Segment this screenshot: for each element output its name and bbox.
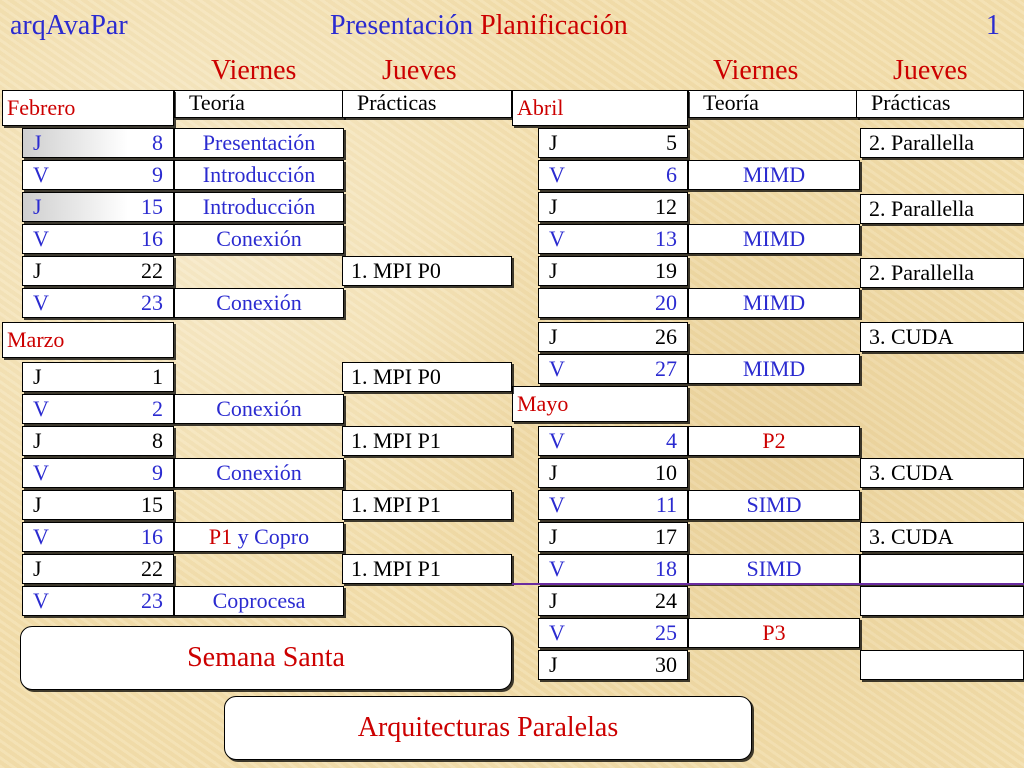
day-letter: J [33, 258, 42, 283]
theory-cell: Presentación [174, 128, 344, 158]
practice-cell: 3. CUDA [860, 322, 1024, 352]
day-letter: V [549, 356, 565, 381]
theory-cell: Conexión [174, 458, 344, 488]
date-cell [538, 322, 688, 352]
left-practicas-header: Prácticas [342, 90, 512, 118]
slide-title [330, 10, 628, 42]
day-letter: J [33, 130, 42, 155]
month-marzo: Marzo [2, 322, 174, 358]
day-number: 22 [141, 258, 163, 283]
date-cell [538, 618, 688, 648]
day-letter: J [549, 258, 558, 283]
day-letter: J [549, 194, 558, 219]
day-letter: V [33, 588, 49, 613]
practice-cell: 1. MPI P1 [342, 490, 512, 520]
day-letter: V [549, 556, 565, 581]
left-teoria-header: Teoría [174, 90, 344, 118]
date-cell [538, 354, 688, 384]
date-cell [22, 128, 174, 158]
day-number: 8 [152, 130, 163, 155]
day-number: 16 [141, 226, 163, 251]
day-number: 9 [152, 460, 163, 485]
day-number: 15 [141, 194, 163, 219]
date-cell [22, 256, 174, 286]
theory-cell [174, 522, 344, 552]
date-cell [22, 160, 174, 190]
day-letter: J [549, 588, 558, 613]
day-number: 15 [141, 492, 163, 517]
date-cell [22, 426, 174, 456]
theory-cell: Coprocesa [174, 586, 344, 616]
day-letter: V [549, 428, 565, 453]
day-letter: V [33, 524, 49, 549]
date-cell [22, 586, 174, 616]
day-number: 25 [655, 620, 677, 645]
practice-cell: 1. MPI P1 [342, 554, 512, 584]
day-number: 17 [655, 524, 677, 549]
day-letter: V [549, 162, 565, 187]
practice-cell: 1. MPI P1 [342, 426, 512, 456]
theory-cell: Introducción [174, 160, 344, 190]
theory-cell: Introducción [174, 192, 344, 222]
day-number: 16 [141, 524, 163, 549]
date-cell [538, 650, 688, 680]
date-cell [538, 128, 688, 158]
day-number: 4 [666, 428, 677, 453]
date-cell [538, 256, 688, 286]
day-number: 19 [655, 258, 677, 283]
day-number: 18 [655, 556, 677, 581]
date-cell [538, 160, 688, 190]
theory-cell: MIMD [688, 224, 860, 254]
day-number: 13 [655, 226, 677, 251]
date-cell [538, 490, 688, 520]
semana-santa-box: Semana Santa [20, 626, 512, 690]
course-code: arqAvaPar [10, 10, 128, 41]
day-number: 2 [152, 396, 163, 421]
day-number: 24 [655, 588, 677, 613]
theory-cell: Conexión [174, 288, 344, 318]
date-cell [22, 394, 174, 424]
practice-cell: 3. CUDA [860, 522, 1024, 552]
day-letter: J [33, 492, 42, 517]
practice-cell: 1. MPI P0 [342, 362, 512, 392]
day-number: 5 [666, 130, 677, 155]
theory-cell: Conexión [174, 224, 344, 254]
day-letter: J [549, 652, 558, 677]
day-number: 23 [141, 290, 163, 315]
day-letter: J [549, 130, 558, 155]
theory-cell: SIMD [688, 554, 860, 584]
month-febrero: Febrero [2, 90, 174, 126]
theory-cell: MIMD [688, 160, 860, 190]
theory-cell: MIMD [688, 288, 860, 318]
theory-cell: P2 [688, 426, 860, 456]
day-number: 1 [152, 364, 163, 389]
date-cell [22, 362, 174, 392]
date-cell [538, 522, 688, 552]
slide-title-a: Presentación [330, 10, 474, 41]
day-letter: V [33, 396, 49, 421]
right-jueves-header: Jueves [893, 55, 968, 86]
date-cell [538, 554, 688, 584]
day-letter: J [33, 428, 42, 453]
month-mayo: Mayo [512, 386, 688, 422]
right-practicas-header: Prácticas [856, 90, 1024, 118]
day-letter: V [33, 460, 49, 485]
day-number: 23 [141, 588, 163, 613]
date-cell [538, 192, 688, 222]
date-cell [538, 224, 688, 254]
day-letter: J [549, 524, 558, 549]
date-cell [538, 586, 688, 616]
day-letter: J [33, 556, 42, 581]
practice-cell: 2. Parallella [860, 128, 1024, 158]
date-cell [22, 554, 174, 584]
day-number: 10 [655, 460, 677, 485]
day-number: 27 [655, 356, 677, 381]
slide-title-b: Planificación [480, 10, 628, 41]
date-cell [22, 490, 174, 520]
date-cell [538, 288, 688, 318]
day-letter: V [549, 492, 565, 517]
date-cell [22, 458, 174, 488]
day-number: 22 [141, 556, 163, 581]
date-cell [22, 288, 174, 318]
theory-cell: Conexión [174, 394, 344, 424]
date-cell [538, 458, 688, 488]
day-letter: V [33, 162, 49, 187]
theory-copro: y Copro [232, 524, 310, 549]
day-letter: J [549, 324, 558, 349]
page-number: 1 [986, 10, 1000, 41]
date-cell [22, 224, 174, 254]
day-letter: V [549, 620, 565, 645]
practice-cell: 3. CUDA [860, 458, 1024, 488]
right-teoria-header: Teoría [688, 90, 858, 118]
theory-p1: P1 [208, 524, 233, 549]
day-number: 12 [655, 194, 677, 219]
date-cell [22, 522, 174, 552]
practice-cell: 1. MPI P0 [342, 256, 512, 286]
day-letter: J [549, 460, 558, 485]
day-letter: V [33, 290, 49, 315]
practice-cell-empty [860, 586, 1024, 616]
practice-cell-empty [860, 554, 1024, 584]
date-cell [538, 426, 688, 456]
course-title-box: Arquitecturas Paralelas [224, 696, 752, 760]
day-number: 9 [152, 162, 163, 187]
month-abril: Abril [512, 90, 688, 126]
day-number: 26 [655, 324, 677, 349]
day-number: 20 [655, 290, 677, 315]
practice-cell-empty [860, 650, 1024, 680]
left-viernes-header: Viernes [211, 55, 297, 86]
day-letter: J [33, 194, 42, 219]
right-viernes-header: Viernes [713, 55, 799, 86]
day-letter: V [549, 226, 565, 251]
practice-cell: 2. Parallella [860, 258, 1024, 288]
divider-line [512, 583, 1024, 585]
theory-cell: SIMD [688, 490, 860, 520]
day-number: 30 [655, 652, 677, 677]
day-number: 8 [152, 428, 163, 453]
left-jueves-header: Jueves [382, 55, 457, 86]
date-cell [22, 192, 174, 222]
practice-cell: 2. Parallella [860, 194, 1024, 224]
day-number: 6 [666, 162, 677, 187]
day-letter: V [33, 226, 49, 251]
theory-cell: P3 [688, 618, 860, 648]
day-letter: J [33, 364, 42, 389]
theory-cell: MIMD [688, 354, 860, 384]
day-number: 11 [655, 492, 677, 517]
